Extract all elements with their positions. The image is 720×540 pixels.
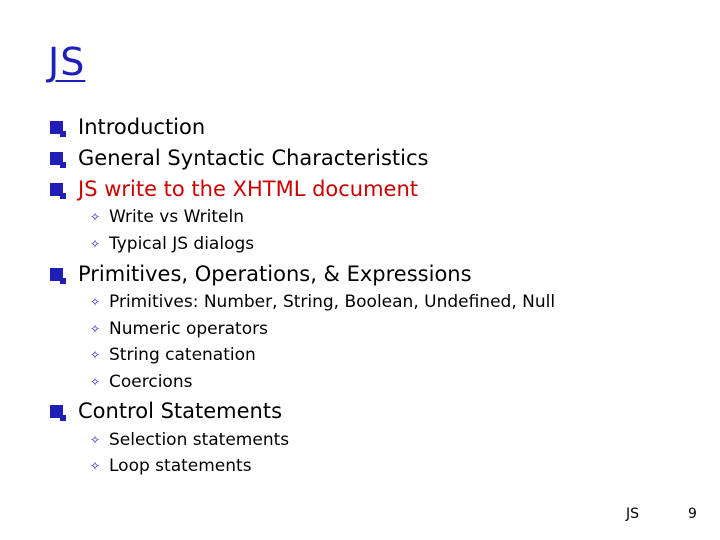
bullet-item-general-syntactic xyxy=(50,146,428,170)
bullet-item-control-statements xyxy=(50,399,282,423)
diamond-bullet-icon: ✧ xyxy=(89,237,101,251)
diamond-bullet-icon: ✧ xyxy=(89,375,101,389)
bullet-text: JS write to the XHTML document xyxy=(78,177,419,201)
square-bullet-icon xyxy=(50,405,63,418)
bullet-item-js-write xyxy=(50,177,418,201)
sub-bullet-text: String catenation xyxy=(109,345,256,365)
bullet-text: Introduction xyxy=(78,115,206,139)
sub-bullet-item-string-catenation xyxy=(87,345,256,365)
sub-bullet-item-dialogs xyxy=(87,234,254,254)
bullet-item-introduction xyxy=(50,115,205,139)
sub-bullet-text: Loop statements xyxy=(109,456,252,476)
footer-label: JS xyxy=(626,506,640,522)
sub-bullet-text: Numeric operators xyxy=(109,319,268,339)
diamond-bullet-icon: ✧ xyxy=(89,210,101,224)
slide-title: JS xyxy=(48,40,86,84)
diamond-bullet-icon: ✧ xyxy=(89,295,101,309)
bullet-text: Primitives, Operations, & Expressions xyxy=(78,262,472,286)
square-bullet-icon xyxy=(50,268,63,281)
sub-bullet-item-selection xyxy=(87,430,289,450)
page-number: 9 xyxy=(688,506,697,522)
bullet-text: Control Statements xyxy=(78,399,283,423)
sub-bullet-item-loop xyxy=(87,456,252,476)
sub-bullet-item-numeric-operators xyxy=(87,319,268,339)
diamond-bullet-icon: ✧ xyxy=(89,322,101,336)
sub-bullet-text: Write vs Writeln xyxy=(109,207,244,227)
sub-bullet-text: Typical JS dialogs xyxy=(109,234,255,254)
diamond-bullet-icon: ✧ xyxy=(89,459,101,473)
diamond-bullet-icon: ✧ xyxy=(89,433,101,447)
bullet-item-primitives xyxy=(50,262,472,286)
square-bullet-icon xyxy=(50,183,63,196)
diamond-bullet-icon: ✧ xyxy=(89,348,101,362)
sub-bullet-text: Selection statements xyxy=(109,430,290,450)
square-bullet-icon xyxy=(50,152,63,165)
sub-bullet-item-coercions xyxy=(87,372,192,392)
sub-bullet-text: Coercions xyxy=(109,372,193,392)
bullet-text: General Syntactic Characteristics xyxy=(78,146,429,170)
square-bullet-icon xyxy=(50,121,63,134)
sub-bullet-text: Primitives: Number, String, Boolean, Undefined, Null xyxy=(109,292,556,312)
sub-bullet-item-write-vs-writeln xyxy=(87,207,244,227)
sub-bullet-item-primitive-types xyxy=(87,292,555,312)
